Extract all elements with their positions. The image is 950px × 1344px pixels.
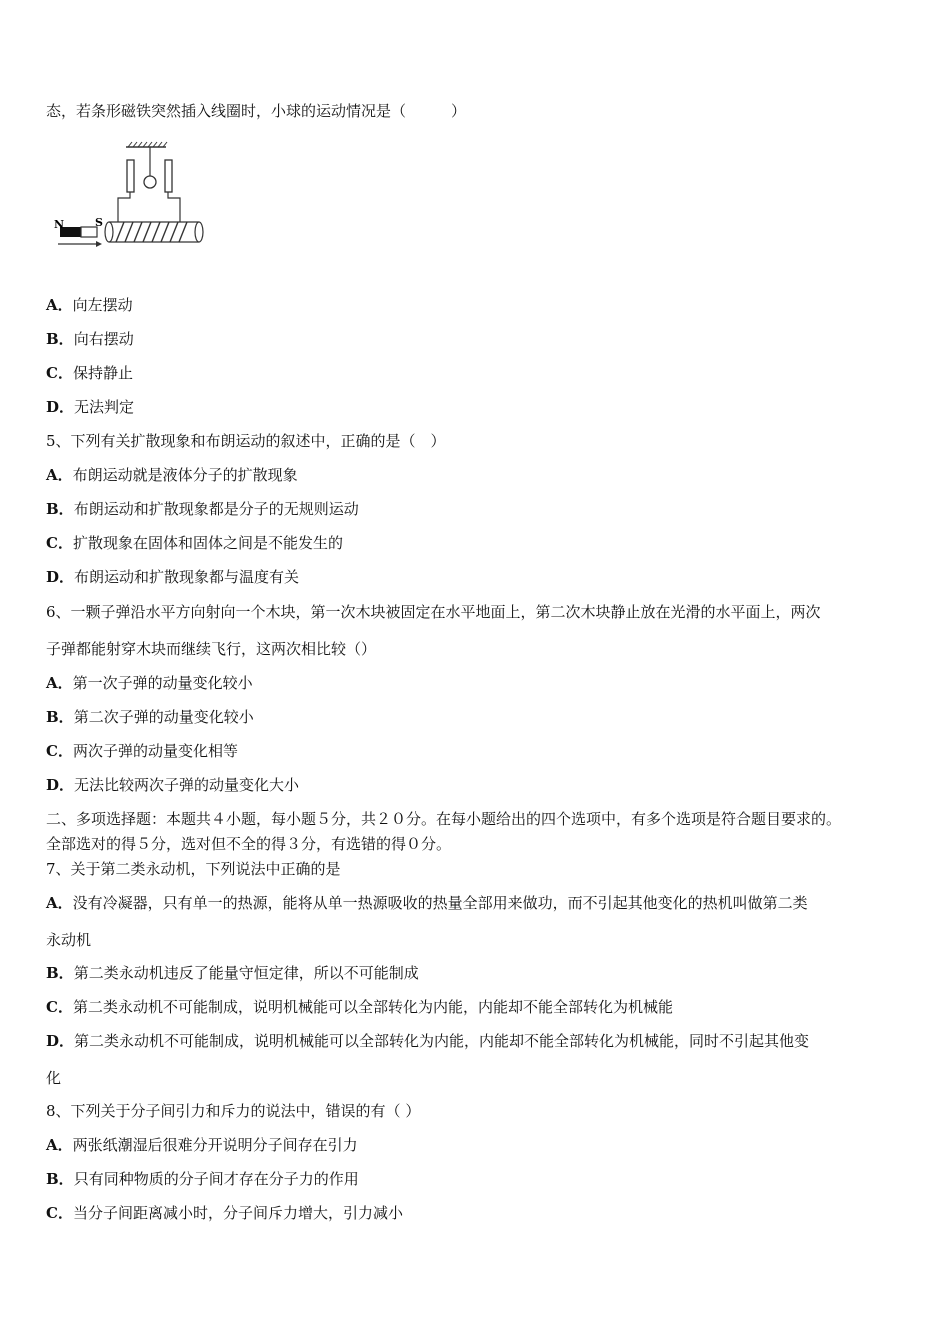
q8-stem: 8、下列关于分子间引力和斥力的说法中，错误的有（ ） — [46, 1102, 421, 1120]
q5-stem: 5、下列有关扩散现象和布朗运动的叙述中，正确的是（ ） — [46, 432, 446, 450]
q6-option-b: B．第二次子弹的动量变化较小 — [46, 708, 254, 726]
q7-option-a-cont: 永动机 — [46, 931, 92, 949]
q6-option-c: C．两次子弹的动量变化相等 — [46, 742, 238, 760]
q8-option-b: B．只有同种物质的分子间才存在分子力的作用 — [46, 1170, 359, 1188]
q6-option-d: D．无法比较两次子弹的动量变化大小 — [46, 776, 300, 794]
right-plate — [165, 160, 172, 192]
q8-option-a: A．两张纸潮湿后很难分开说明分子间存在引力 — [46, 1136, 358, 1154]
left-plate — [127, 160, 134, 192]
magnet-s-label: S — [95, 216, 103, 229]
ball — [144, 176, 156, 188]
magnet-coil-figure — [46, 138, 216, 256]
q8-option-c: C．当分子间距离减小时，分子间斥力增大，引力减小 — [46, 1204, 403, 1222]
q5-option-c: C．扩散现象在固体和固体之间是不能发生的 — [46, 534, 343, 552]
q4-option-d: D．无法判定 — [46, 398, 135, 416]
q4-stem: 态，若条形磁铁突然插入线圈时，小球的运动情况是（ ） — [46, 102, 467, 120]
q6-stem-line1: 6、一颗子弹沿水平方向射向一个木块，第一次木块被固定在水平地面上，第二次木块静止放在光滑的水平面上，两次 — [46, 603, 821, 621]
q5-option-a: A．布朗运动就是液体分子的扩散现象 — [46, 466, 298, 484]
coil-windings — [116, 222, 187, 242]
q6-option-a: A．第一次子弹的动量变化较小 — [46, 674, 253, 692]
q6-stem-line2: 子弹都能射穿木块而继续飞行，这两次相比较（） — [46, 640, 377, 658]
q4-option-c: C．保持静止 — [46, 364, 133, 382]
section-2-title: 二、多项选择题：本题共４小题，每小题５分，共２０分。在每小题给出的四个选项中，有多个选项是符合题目要求的。 — [46, 810, 842, 828]
q7-option-b: B．第二类永动机违反了能量守恒定律，所以不可能制成 — [46, 964, 419, 982]
q7-option-a: A．没有冷凝器，只有单一的热源，能将从单一热源吸收的热量全部用来做功，而不引起其他变化的热机叫做第二类 — [46, 894, 808, 912]
q4-option-b: B．向右摆动 — [46, 330, 134, 348]
q7-option-d-cont: 化 — [46, 1069, 62, 1087]
section-2-scoring: 全部选对的得５分，选对但不全的得３分，有选错的得０分。 — [46, 835, 452, 853]
q5-option-d: D．布朗运动和扩散现象都与温度有关 — [46, 568, 300, 586]
q5-option-b: B．布朗运动和扩散现象都是分子的无规则运动 — [46, 500, 359, 518]
q7-stem: 7、关于第二类永动机，下列说法中正确的是 — [46, 860, 341, 878]
q4-option-a: A．向左摆动 — [46, 296, 133, 314]
q7-option-d: D．第二类永动机不可能制成，说明机械能可以全部转化为内能，内能却不能全部转化为机械能，同时不引起其他变 — [46, 1032, 810, 1050]
q7-option-c: C．第二类永动机不可能制成，说明机械能可以全部转化为内能，内能却不能全部转化为机械能 — [46, 998, 673, 1016]
magnet-n-label: N — [54, 218, 65, 231]
